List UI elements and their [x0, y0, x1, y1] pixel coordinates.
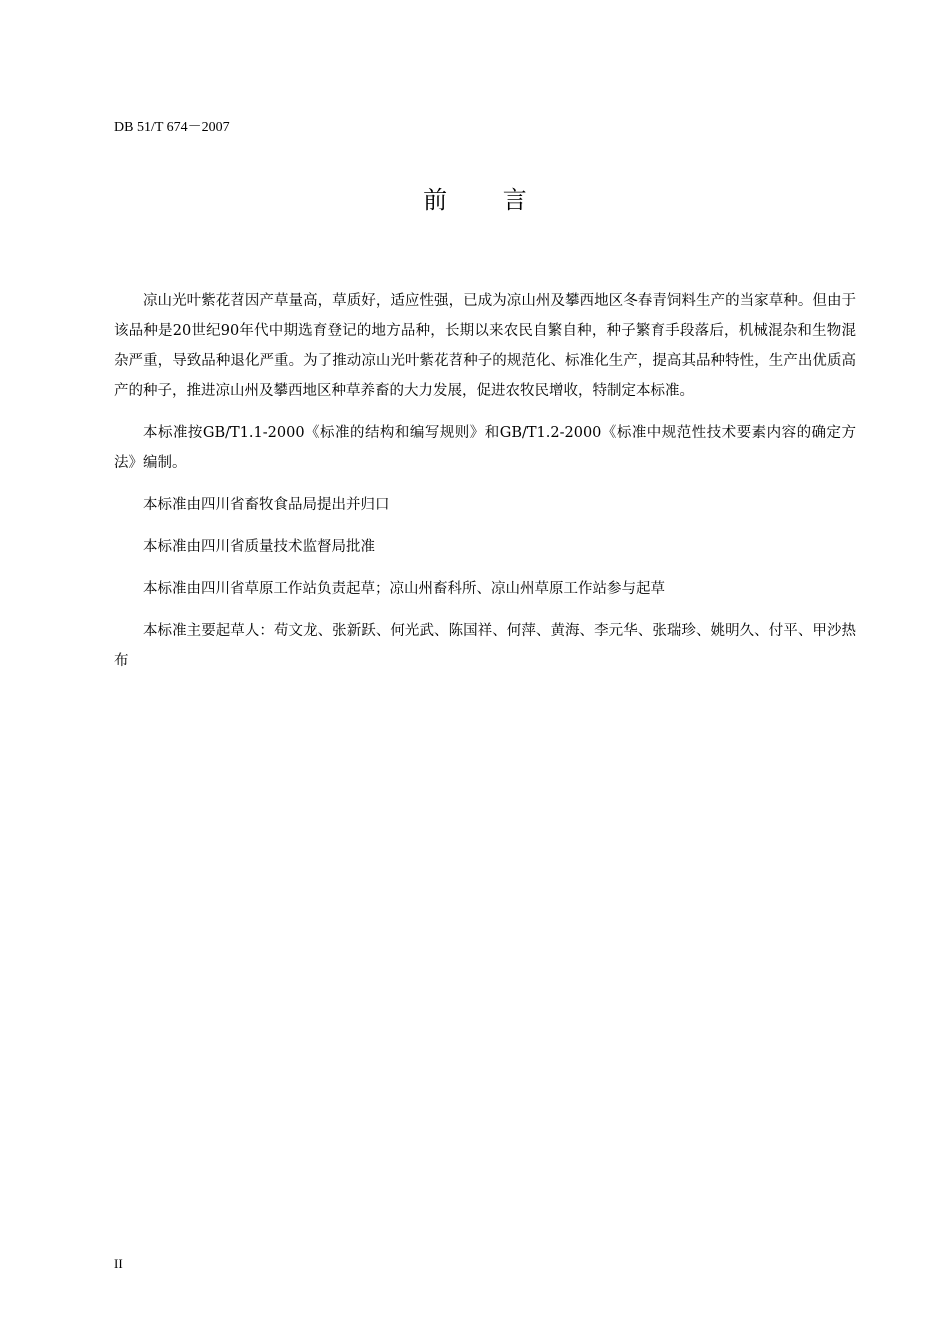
paragraph-approver: 本标准由四川省质量技术监督局批准 [143, 539, 375, 555]
paragraph-background: 凉山光叶紫花苕因产草量高，草质好，适应性强，已成为凉山州及攀西地区冬春青饲料生产的当家草种。但由于该品种是20世纪90年代中期选育登记的地方品种，长期以来农民自繁自种，种子繁育手段落后，机械混杂和生物混杂严重，导致品种退化严重。为了推动凉山光叶紫花苕种子的规范化、标准化生产，提高其品种特性，生产出优质高产的种子，推进凉山州及攀西地区种草养畜的大力发展，促进农牧民增收，特制定本标准。 [114, 293, 856, 399]
foreword-body [114, 286, 856, 688]
paragraph-drafting-rules: 本标准按GB/T1.1-2000《标准的结构和编写规则》和GB/T1.2-2000《标准中规范性技术要素内容的确定方法》编制。 [114, 425, 856, 471]
paragraph-drafters: 本标准主要起草人：苟文龙、张新跃、何光武、陈国祥、何萍、黄海、李元华、张瑞珍、姚明久、付平、甲沙热布 [114, 623, 856, 669]
standard-code: DB 51/T 674－2007 [114, 120, 230, 135]
page-number: II [114, 1256, 123, 1271]
page-title: 前 言 [423, 186, 551, 214]
paragraph-drafting-units: 本标准由四川省草原工作站负责起草；凉山州畜科所、凉山州草原工作站参与起草 [143, 581, 665, 597]
paragraph-proposer: 本标准由四川省畜牧食品局提出并归口 [143, 497, 390, 513]
